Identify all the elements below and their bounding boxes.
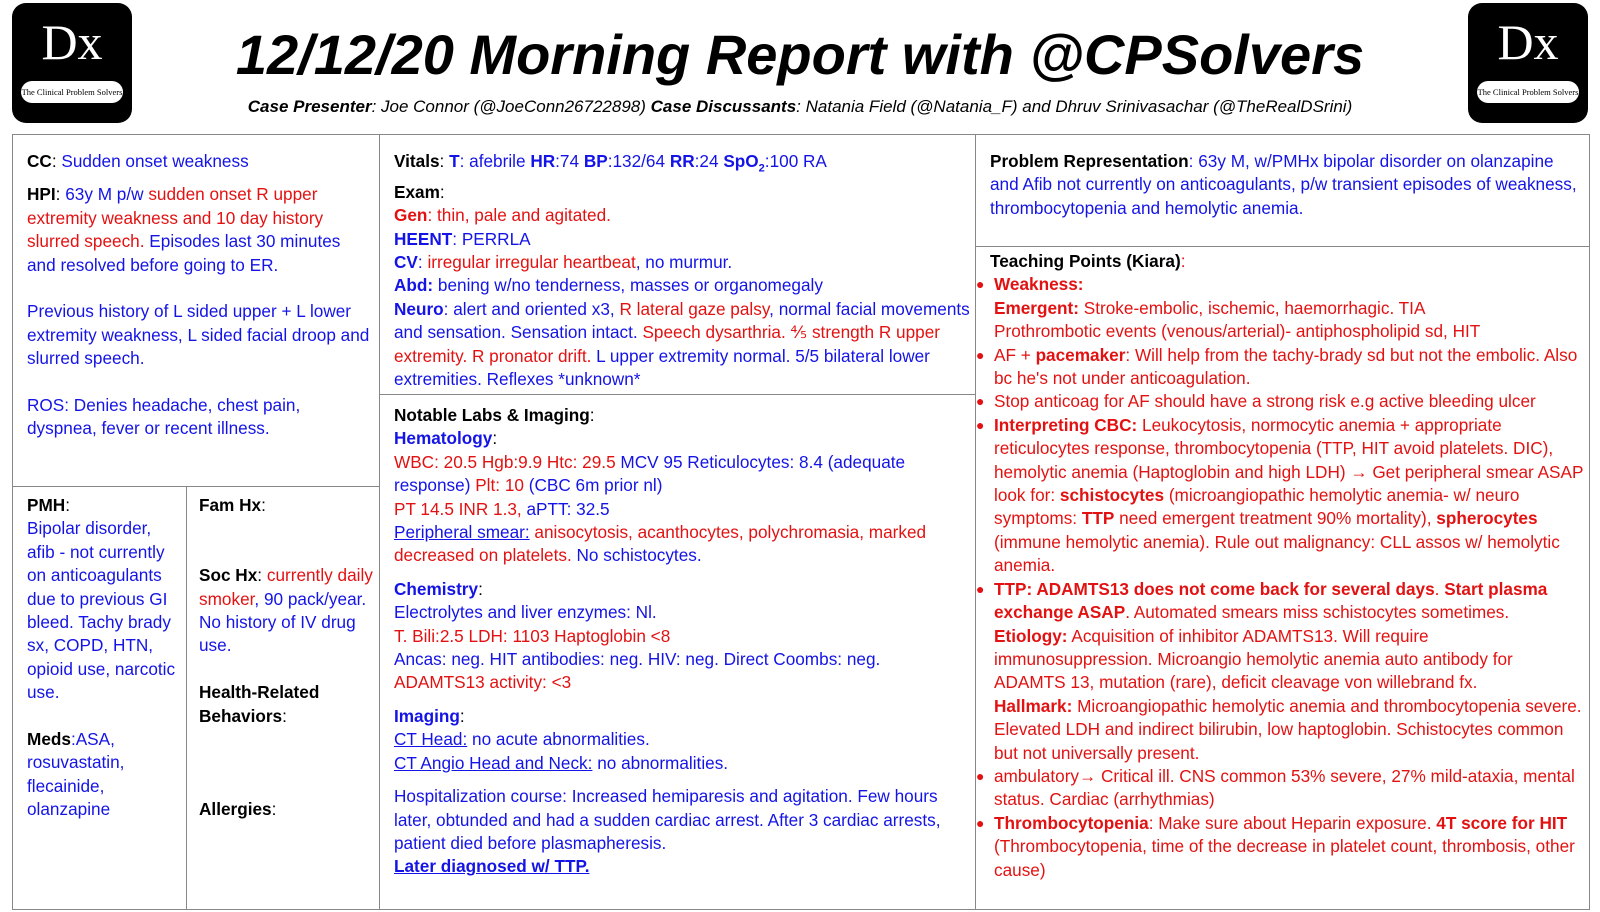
cc-label: CC <box>27 151 52 171</box>
list-item <box>978 273 1588 296</box>
smear-blue: No schistocytes. <box>571 545 702 566</box>
list-item <box>978 320 1588 343</box>
hr: :74 <box>555 151 584 171</box>
thrombo-1: : Make sure about Heparin exposure. <box>1148 812 1437 833</box>
social-content: Fam Hx: Soc Hx: currently daily smoker, 90 pack/year. No history of IV drug use. Health-Related Behaviors: Allergies: <box>199 495 373 820</box>
temp-label: T <box>449 151 460 171</box>
vitals-exam-content: Vitals: T: afebrile HR:74 BP:132/64 RR:24 SpO$_2$:100 RA Exam: Gen: thin, pale and agitated. HEENT: PERRLA CV: irregular irregular heartbeat, no murmur. Abd: bening w/no tenderness, masses or organomegaly Neuro: alert and oriented x3, R lateral gaze palsy, normal facial movements and sensation. Sensation intact. Speech dysarthria. ⅘ strength R upper extremity. R pronator drift. L upper extremity normal. 5/5 bilateral lower extremities. Reflexes *unknown* <box>394 151 970 390</box>
list-item <box>978 812 1588 882</box>
cc-value: Sudden onset weakness <box>61 151 249 171</box>
hem-2: MCV 95 Reticulocytes: 8.4 (adequate response) <box>394 451 906 496</box>
hpi-p1a: 63y M p/w <box>65 184 149 205</box>
hem-4: (CBC 6m prior nl) <box>523 475 663 496</box>
ct-angio: no abnormalities. <box>592 752 729 773</box>
ct-head-label: CT Head: <box>394 729 468 750</box>
hpi-p1b: sudden onset R upper extremity weakness and 10 day history slurred speech. <box>27 184 324 252</box>
cv-label: CV <box>394 252 418 273</box>
ct-head: no acute abnormalities. <box>467 729 650 750</box>
ct-angio-label: CT Angio Head and Neck: <box>394 752 593 773</box>
hpi-p1c: Episodes last 30 minutes and resolved before going to ER. <box>27 231 341 275</box>
ambulatory: ambulatory→ Critical ill. CNS common 53% severe, 27% mild-ataxia, mental status. Cardiac (arrhythmias) <box>994 765 1575 810</box>
cbc-1: Leukocytosis, normocytic anemia + appropriate reticulocytes response, thrombocytopenia (TTP, HIT avoid platelets. DIC), hemolytic anemia (Haptoglobin and high LDH) → Get peripheral smear ASAP look for: <box>994 414 1584 506</box>
spo2-sub: 2 <box>758 162 765 175</box>
af-2: pacemaker <box>1035 344 1126 365</box>
vitals-label: Vitals <box>394 151 440 171</box>
hem-1: WBC: 20.5 Hgb:9.9 Htc: 29.5 <box>394 451 616 472</box>
hem-5: PT 14.5 INR 1.3, <box>394 498 522 519</box>
list-item <box>978 578 1588 625</box>
logo-dx-text: Dx <box>41 14 103 70</box>
chem-2: T. Bili:2.5 LDH: 1103 Haptoglobin <8 <box>394 625 671 646</box>
pmh-label: PMH <box>27 495 66 515</box>
cbc-label: Interpreting CBC: <box>994 414 1138 435</box>
discussants: : Natania Field (@Natania_F) and Dhruv Srinivasachar (@TheRealDSrini) <box>796 97 1353 116</box>
cbc-3: (microangiopathic hemolytic anemia- w/ neuro symptoms: <box>994 485 1520 529</box>
thrombo-2: 4T score for HIT <box>1436 812 1568 833</box>
af-1: AF + <box>994 344 1036 365</box>
hallmark-label: Hallmark: <box>994 695 1073 716</box>
cv-red: irregular irregular heartbeat <box>427 252 636 273</box>
bp: :132/64 <box>607 151 670 171</box>
hallmark: Microangiopathic hemolytic anemia and thrombocytopenia severe. Elevated LDH and indirect bilirubin, low haptoglobin. Schistocytes common but not universally present. <box>994 695 1582 763</box>
temp: : afebrile <box>459 151 531 171</box>
list-item <box>978 765 1588 812</box>
problem-value: : 63y M, w/PMHx bipolar disorder on olanzapine and Afib not currently on anticoagulants, p/w transient episodes of weakness, thrombocytopenia and hemolytic anemia. <box>990 151 1577 218</box>
hpi-p2: Previous history of L sided upper + L lower extremity weakness, L sided facial droop and slurred speech. <box>27 301 370 369</box>
teaching-label: Teaching Points (Kiara) <box>990 251 1181 271</box>
fam-hx-label: Fam Hx <box>199 495 262 515</box>
pmh-value: Bipolar disorder, afib - not currently on anticoagulants due to previous GI bleed. Tachy brady sx, COPD, HTN, opioid use, narcotic use. <box>27 518 176 703</box>
logo-right <box>1468 3 1588 123</box>
smear-red: anisocytosis, acanthocytes, polychromasia, marked decreased on platelets. <box>394 522 927 566</box>
chem-1: Electrolytes and liver enzymes: Nl. <box>394 602 657 623</box>
list-item <box>978 414 1588 578</box>
list-item <box>978 344 1588 391</box>
heent-label: HEENT <box>394 228 453 249</box>
page-title: 12/12/20 Morning Report with @CPSolvers <box>235 23 1365 86</box>
logo-tagline: The Clinical Problem Solvers <box>1477 81 1579 103</box>
exam-label: Exam <box>394 181 440 202</box>
ttp-4: . Automated smears miss schistocytes sometimes. <box>1125 602 1510 623</box>
abd-value: bening w/no tenderness, masses or organomegaly <box>433 275 823 296</box>
cbc-7: (immune hemolytic anemia). Rule out malignancy: CLL assos w/ hemolytic anemia. <box>994 531 1560 576</box>
teaching-list <box>978 273 1588 882</box>
presenter: : Joe Connor (@JoeConn26722898) <box>371 97 651 116</box>
hem-3: Plt: 10 <box>470 475 524 496</box>
imaging-label: Imaging <box>394 705 460 726</box>
hem-6: aPTT: 32.5 <box>521 498 610 519</box>
logo-tagline: The Clinical Problem Solvers <box>21 81 123 103</box>
neuro-2: R lateral gaze palsy <box>619 298 770 319</box>
pmh-content: PMH: Bipolar disorder, afib - not currently on anticoagulants due to previous GI bleed. Tachy brady sx, COPD, HTN, opioid use, narcotic use. Meds:ASA, rosuvastatin, flecainide, olanzapine <box>27 494 183 822</box>
emergent: Stroke-embolic, ischemic, haemorrhagic. TIA <box>1079 297 1426 318</box>
list-item <box>978 625 1588 695</box>
cbc-4: TTP <box>1081 508 1115 529</box>
af-3: : Will help from the tachy-brady sd but not the embolic. Also bc he's not under anticoagulation. <box>994 344 1578 389</box>
etiology-label: Etiology: <box>994 625 1068 646</box>
presenter-label: Case Presenter <box>247 97 372 116</box>
problem-label: Problem Representation <box>990 151 1189 171</box>
bp-label: BP <box>583 151 608 171</box>
spo2-label: SpO <box>723 151 759 171</box>
hematology-label: Hematology <box>394 428 493 449</box>
hr-label: HR <box>530 151 556 171</box>
neuro-5: L upper extremity normal. 5/5 bilateral lower extremities. Reflexes *unknown* <box>394 345 930 390</box>
neuro-4: Speech dysarthria. ⅘ strength R upper extremity. R pronator drift. <box>394 322 940 366</box>
problem-content <box>990 150 1580 220</box>
logo-dx-text: Dx <box>1497 14 1559 70</box>
neuro-3: , normal facial movements and sensation. Sensation intact. <box>394 298 970 343</box>
abd-label: Abd: <box>394 275 434 296</box>
teaching-content: Teaching Points (Kiara): ● Weakness: Emergent: Stroke-embolic, ischemic, haemorrhagic. TIA Prothrombotic events (venous/arterial)- antiphospholipid sd, HIT ● AF + pacemaker: Will help from the tachy-brady sd but not the embolic. Also bc he's not under anticoagulation. ● Stop anticoag for AF should have a strong risk e.g active bleeding ulcer ● Interpreting CBC: Leukocytosis, normocytic anemia + appropriate reticulocytes response, thrombocytopenia (TTP, HIT avoid platelets. DIC), hemolytic anemia (Haptoglobin and high LDH) → Get peripheral smear ASAP look for: schistocytes (microangiopathic hemolytic anemia- w/ neuro symptoms: TTP need emergent treatment 90% mortality), spherocytes (immune hemolytic anemia). Rule out malignancy: CLL assos w/ hemolytic anemia. ● TTP: ADAMTS13 does not come back for several days. Start plasma exchange ASAP. Automated smears miss schistocytes sometimes. Etiology: Acquisition of inhibitor ADAMTS13. Will require immunosuppression. Microangio hemolytic anemia auto antibody for ADAMTS 13, mutation (rare), deficit cleavage von willebrand fx. Hallmark: Microangiopathic hemolytic anemia and thrombocytopenia severe. Elevated LDH and indirect bilirubin, low haptoglobin. Schistocytes common but not universally present. ● ambulatory→ Critical ill. CNS common 53% severe, 27% mild-ataxia, mental status. Cardiac (arrhythmias) ● Thrombocytopenia: Make sure about Heparin exposure. 4T score for HIT (Thrombocytopenia, time of the decrease in platelet count, thrombosis, other cause) <box>978 250 1588 882</box>
list-item <box>978 695 1588 765</box>
thrombo-label: Thrombocytopenia <box>994 812 1149 833</box>
rr: :24 <box>694 151 724 171</box>
neuro-label: Neuro <box>394 298 444 319</box>
thrombo-3: (Thrombocytopenia, time of the decrease in platelet count, thrombosis, other cause) <box>994 836 1575 880</box>
prothrombotic: Prothrombotic events (venous/arterial)- antiphospholipid sd, HIT <box>994 321 1481 342</box>
etiology: Acquisition of inhibitor ADAMTS13. Will require immunosuppression. Microangio hemolytic anemia auto antibody for ADAMTS 13, mutation (rare), deficit cleavage von willebrand fx. <box>994 625 1513 693</box>
gen-label: Gen <box>394 205 428 226</box>
meds-label: Meds <box>27 729 71 750</box>
labs-content: Notable Labs & Imaging: Hematology: WBC: 20.5 Hgb:9.9 Htc: 29.5 MCV 95 Reticulocytes: 8.4 (adequate response) Plt: 10 (CBC 6m prior nl) PT 14.5 INR 1.3, aPTT: 32.5 Peripheral smear: anisocytosis, acanthocytes, polychromasia, marked decreased on platelets. No schistocytes. Chemistry: Electrolytes and liver enzymes: Nl. T. Bili:2.5 LDH: 1103 Haptoglobin <8 Ancas: neg. HIT antibodies: neg. HIV: neg. Direct Coombs: neg. ADAMTS13 activity: <3 Imaging: CT Head: no acute abnormalities. CT Angio Head and Neck: no abnormalities. Hospitalization course: Increased hemiparesis and agitation. Few hours later, obtunded and had a sudden cardiac arrest. After 3 cardiac arrests, patient died before plasmapheresis. Later diagnosed w/ TTP. <box>394 404 972 879</box>
emergent-label: Emergent: <box>994 297 1079 318</box>
hpi-label: HPI <box>27 184 56 205</box>
soc-hx-red: currently daily smoker <box>199 565 373 609</box>
cbc-5: need emergent treatment 90% mortality), <box>1114 508 1437 529</box>
labs-label: Notable Labs & Imaging <box>394 405 590 425</box>
cbc-2: schistocytes <box>1059 485 1165 506</box>
ros: ROS: Denies headache, chest pain, dyspnea, fever or recent illness. <box>27 395 301 439</box>
hospital-course: Hospitalization course: Increased hemiparesis and agitation. Few hours later, obtunded and had a sudden cardiac arrest. After 3 cardiac arrests, patient died before plasmapheresis. <box>394 786 941 853</box>
final-diagnosis: Later diagnosed w/ TTP. <box>394 856 590 877</box>
soc-hx-label: Soc Hx <box>199 565 258 586</box>
list-item <box>978 297 1588 320</box>
weakness-label: Weakness: <box>994 274 1084 295</box>
ttp-1: TTP: ADAMTS13 does not come back for several days <box>994 578 1435 599</box>
chem-3: Ancas: neg. HIT antibodies: neg. HIV: neg. Direct Coombs: neg. <box>394 649 881 670</box>
gen-value: thin, pale and agitated. <box>437 205 611 226</box>
cv-blue: , no murmur. <box>635 252 733 273</box>
ttp-2: . <box>1434 578 1445 599</box>
heent-value: : PERRLA <box>452 228 531 249</box>
chemistry-label: Chemistry <box>394 578 479 599</box>
smear-label: Peripheral smear: <box>394 522 530 543</box>
discussants-label: Case Discussants <box>650 97 797 116</box>
cc-hpi-content: CC: Sudden onset weakness HPI: 63y M p/w sudden onset R upper extremity weakness and 10 day history slurred speech. Episodes last 30 minutes and resolved before going to ER. Previous history of L sided upper + L lower extremity weakness, L sided facial droop and slurred speech. ROS: Denies headache, chest pain, dyspnea, fever or recent illness. <box>27 150 373 441</box>
soc-hx-blue: , 90 pack/year. No history of IV drug use. <box>199 588 367 656</box>
allergies-label: Allergies <box>199 799 272 820</box>
cbc-6: spherocytes <box>1436 508 1538 529</box>
chem-4: ADAMTS13 activity: <3 <box>394 672 572 693</box>
logo-left <box>12 3 132 123</box>
rr-label: RR <box>669 151 695 171</box>
list-item <box>978 390 1588 413</box>
stop-anticoag: Stop anticoag for AF should have a strong risk e.g active bleeding ulcer <box>994 391 1536 412</box>
meds-value: :ASA, rosuvastatin, flecainide, olanzapine <box>27 729 125 820</box>
health-behaviors-label: Health-Related Behaviors <box>199 682 320 726</box>
neuro-1: : alert and oriented x3, <box>443 298 620 319</box>
presenters-line <box>140 95 1460 119</box>
ttp-3: Start plasma exchange ASAP <box>994 578 1548 623</box>
spo2: :100 RA <box>764 151 827 171</box>
